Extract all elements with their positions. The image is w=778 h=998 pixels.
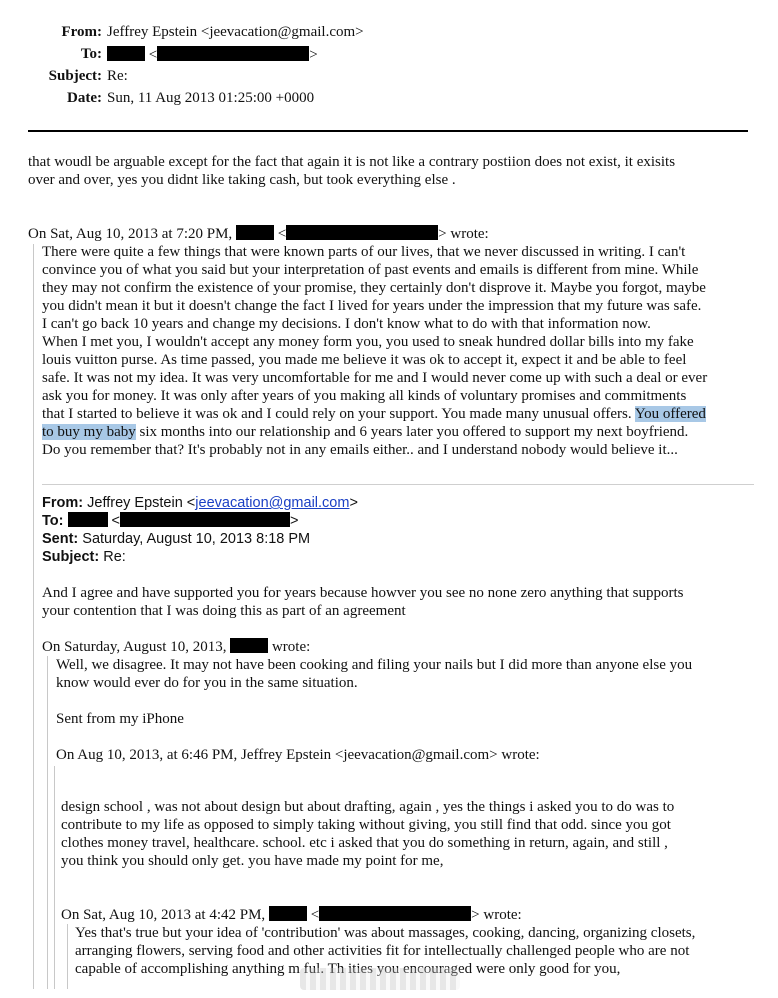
redaction-block: [230, 638, 268, 653]
quote1-line: ask you for money. It was only after years of you making all kinds of voluntary promises and commitments: [42, 388, 687, 404]
quote1-line: safe. It was not my idea. It was very uncomfortable for me and I would never come up with such a deal or ever: [42, 370, 708, 386]
subject-label: Subject:: [48, 68, 102, 84]
quote1-line: When I met you, I wouldn't accept any money form you, you used to sneak hundred dollar bills into my fake: [42, 334, 694, 350]
watermark: [300, 968, 460, 990]
redaction-block: [236, 225, 274, 240]
quote1-line: There were quite a few things that were known parts of our lives, that we never discussed in writing. I can't: [42, 244, 686, 260]
highlighted-text: to buy my baby: [42, 424, 136, 440]
email-link[interactable]: jeevacation@gmail.com: [195, 495, 350, 511]
inner-body-line: your contention that I was doing this as part of an agreement: [42, 603, 406, 619]
quote3-line: contribute to my life as opposed to simply taking without giving, you still find that odd. since you got: [61, 817, 671, 833]
header-divider: [28, 130, 748, 132]
quote1-line: they may not confirm the existence of your promise, they certainly don't disprove it. Maybe you forgot, maybe: [42, 280, 706, 296]
quote1-line: to buy my baby six months into our relationship and 6 years later you offered to support my next boyfriend.: [42, 424, 689, 440]
highlighted-text: You offered: [634, 406, 706, 422]
quote4-line: arranging flowers, serving food and other activities fit for intellectually challenged people who are not: [75, 943, 690, 959]
quote4-attribution: On Sat, Aug 10, 2013 at 4:42 PM, < > wrote:: [61, 907, 522, 923]
inner-body: [42, 584, 683, 620]
redaction-block: [319, 906, 471, 921]
quote1-line: convince you of what you said but your interpretation of past events and emails is different from mine. While: [42, 262, 699, 278]
quote3-body: [61, 798, 674, 870]
quote2-attribution: On Saturday, August 10, 2013, wrote:: [42, 639, 311, 655]
redaction-block: [286, 225, 438, 240]
reply-body: [28, 153, 675, 189]
inner-body-line: And I agree and have supported you for years because howver you see no none zero anything that supports: [42, 585, 684, 601]
quote2-line: know would ever do for you in the same situation.: [56, 675, 358, 691]
quote-bar: [33, 244, 34, 989]
quote3-attribution: On Aug 10, 2013, at 6:46 PM, Jeffrey Epstein <jeevacation@gmail.com> wrote:: [56, 747, 540, 763]
quote1-body: [42, 243, 707, 459]
quote4-line: capable of accomplishing anything m ful. Th ities you encouraged were only good for you,: [75, 961, 621, 977]
date-value: Sun, 11 Aug 2013 01:25:00 +0000: [107, 90, 315, 106]
inner-sent-label: Sent:: [42, 531, 79, 547]
quote3-line: you think you should only get. you have made my point for me,: [61, 853, 444, 869]
quote3-line: design school , was not about design but about drafting, again , yes the things i asked you to do was to: [61, 799, 675, 815]
quote3-line: clothes money travel, healthcare. school. etc i asked that you do something in return, again, and still ,: [61, 835, 668, 851]
from-label: From:: [61, 24, 102, 40]
redaction-block: [269, 906, 307, 921]
inner-from-label: From:: [42, 495, 84, 511]
signature: Sent from my iPhone: [56, 711, 184, 727]
redaction-block: [68, 512, 108, 527]
inner-to-label: To:: [42, 513, 64, 529]
from-value: Jeffrey Epstein <jeevacation@gmail.com>: [107, 24, 364, 40]
inner-subject-label: Subject:: [42, 549, 100, 565]
date-label: Date:: [67, 90, 102, 106]
quote1-line: Do you remember that? It's probably not in any emails either.. and I understand nobody would believe it...: [42, 442, 678, 458]
redaction-block: [107, 46, 145, 61]
quote4-line: Yes that's true but your idea of 'contribution' was about massages, cooking, dancing, organizing closets,: [75, 925, 696, 941]
inner-header: From: Jeffrey Epstein <jeevacation@gmail.com> To: < > Sent: Saturday, August 10, 2013 8:18 PM Subject: Re:: [42, 495, 358, 565]
to-value: < >: [107, 46, 318, 64]
quote1-attribution: On Sat, Aug 10, 2013 at 7:20 PM, < > wrote:: [28, 226, 489, 242]
quote2-body: [56, 656, 692, 692]
subject-value: Re:: [107, 68, 128, 84]
to-label: To:: [80, 46, 102, 62]
quote1-line: that I started to believe it was ok and I could rely on your support. You made many unusual offers. You offered: [42, 406, 706, 422]
quote-bar: [47, 656, 48, 989]
redaction-block: [157, 46, 309, 61]
message-separator: [42, 484, 754, 485]
redaction-block: [120, 512, 290, 527]
quote1-line: louis vuitton purse. As time passed, you made me believe it was ok to accept it, expect it and be able to feel: [42, 352, 687, 368]
quote2-line: Well, we disagree. It may not have been cooking and filing your nails but I did more than anyone else you: [56, 657, 693, 673]
quote1-line: I can't go back 10 years and change my decisions. I don't know what to do with that information now.: [42, 316, 651, 332]
quote1-line: you didn't mean it but it doesn't change the fact I lived for years under the impression that my future was safe.: [42, 298, 702, 314]
reply-line: over and over, yes you didnt like taking cash, but took everything else .: [28, 172, 456, 188]
quote-bar: [54, 766, 55, 989]
reply-line: that woudl be arguable except for the fact that again it is not like a contrary postiion does not exist, it exisits: [28, 154, 676, 170]
quote-bar: [67, 924, 68, 989]
